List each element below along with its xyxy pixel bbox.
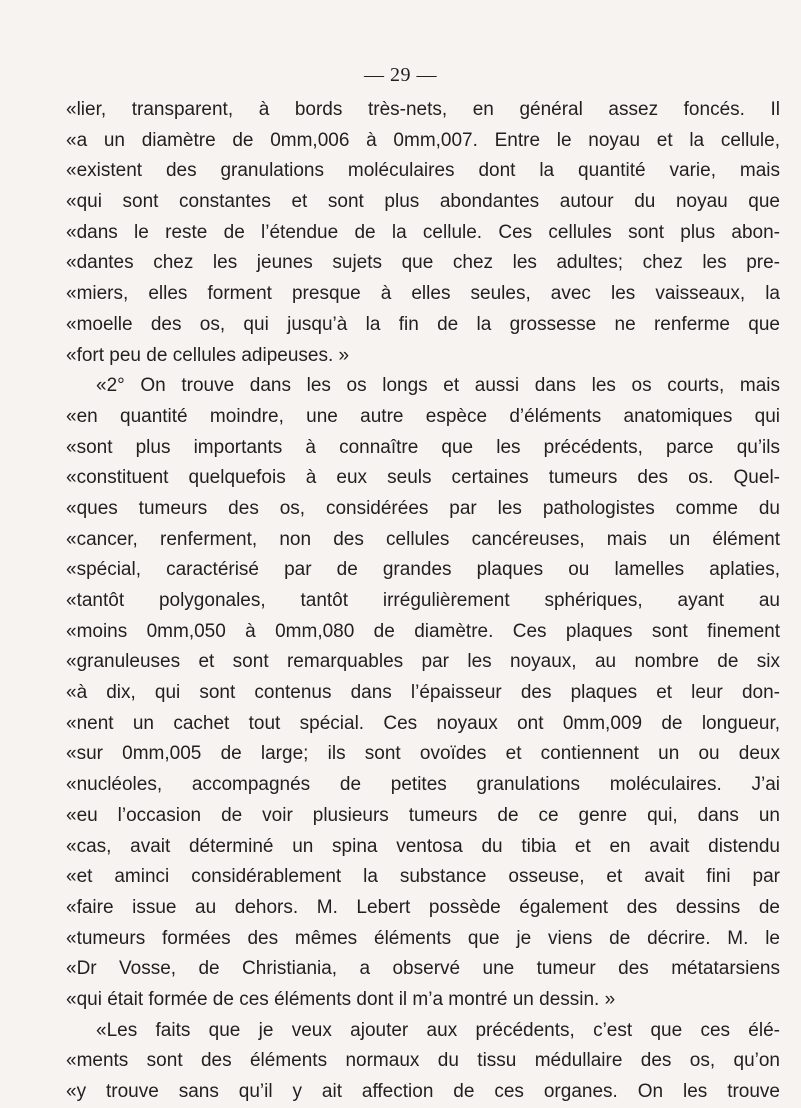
text-line: «dans le reste de l’étendue de la cellule. Ces cellules sont plus abon-	[66, 221, 780, 243]
text-line: «ques tumeurs des os, considérées par les pathologistes comme du	[66, 497, 780, 519]
page-number: — 29 —	[364, 64, 437, 86]
text-line: «qui sont constantes et sont plus abondantes autour du noyau que	[66, 191, 780, 213]
text-line: «granuleuses et sont remarquables par les noyaux, au nombre de six	[66, 651, 780, 673]
text-line: «a un diamètre de 0mm,006 à 0mm,007. Entre le noyau et la cellule,	[66, 129, 780, 151]
text-line: «moins 0mm,050 à 0mm,080 de diamètre. Ces plaques sont finement	[66, 620, 780, 642]
text-line: «nucléoles, accompagnés de petites granulations moléculaires. J’ai	[66, 774, 780, 796]
text-line: «y trouve sans qu’il y ait affection de ces organes. On les trouve	[66, 1081, 780, 1102]
body-text	[66, 95, 780, 1108]
text-line: «sur 0mm,005 de large; ils sont ovoïdes et contiennent un ou deux	[66, 743, 780, 765]
text-line: «constituent quelquefois à eux seuls certaines tumeurs des os. Quel-	[66, 467, 780, 489]
text-line: «sont plus importants à connaître que les précédents, parce qu’ils	[66, 436, 780, 458]
text-line: «cancer, renferment, non des cellules cancéreuses, mais un élément	[66, 528, 780, 550]
text-line: «tumeurs formées des mêmes éléments que je viens de décrire. M. le	[66, 927, 780, 949]
text-line: «existent des granulations moléculaires dont la quantité varie, mais	[66, 160, 780, 182]
text-line: «Les faits que je veux ajouter aux précédents, c’est que ces élé-	[96, 1019, 780, 1041]
text-line: «miers, elles forment presque à elles seules, avec les vaisseaux, la	[66, 283, 780, 305]
text-line: «spécial, caractérisé par de grandes plaques ou lamelles aplaties,	[66, 559, 780, 581]
text-line: «à dix, qui sont contenus dans l’épaisseur des plaques et leur don-	[66, 682, 780, 704]
text-line: «en quantité moindre, une autre espèce d’éléments anatomiques qui	[66, 405, 780, 427]
text-line: «fort peu de cellules adipeuses. »	[66, 344, 350, 366]
text-line: «ments sont des éléments normaux du tissu médullaire des os, qu’on	[66, 1050, 780, 1072]
text-line: «2° On trouve dans les os longs et aussi dans les os courts, mais	[96, 375, 780, 397]
text-line: «faire issue au dehors. M. Lebert possède également des dessins de	[66, 896, 780, 918]
text-line: «nent un cachet tout spécial. Ces noyaux ont 0mm,009 de longueur,	[66, 712, 780, 734]
text-line: «qui était formée de ces éléments dont il m’a montré un dessin. »	[66, 988, 616, 1010]
text-line: «moelle des os, qui jusqu’à la fin de la grossesse ne renferme que	[66, 313, 780, 335]
text-line: «cas, avait déterminé un spina ventosa du tibia et en avait distendu	[66, 835, 780, 857]
text-line: «Dr Vosse, de Christiania, a observé une tumeur des métatarsiens	[66, 958, 780, 980]
text-line: «tantôt polygonales, tantôt irrégulièrement sphériques, ayant au	[66, 590, 780, 611]
text-line: «lier, transparent, à bords très-nets, en général assez foncés. Il	[66, 99, 780, 120]
text-line: «eu l’occasion de voir plusieurs tumeurs de ce genre qui, dans un	[66, 804, 780, 826]
text-line: «et aminci considérablement la substance osseuse, et avait fini par	[66, 866, 780, 888]
text-line: «dantes chez les jeunes sujets que chez les adultes; chez les pre-	[66, 252, 780, 274]
